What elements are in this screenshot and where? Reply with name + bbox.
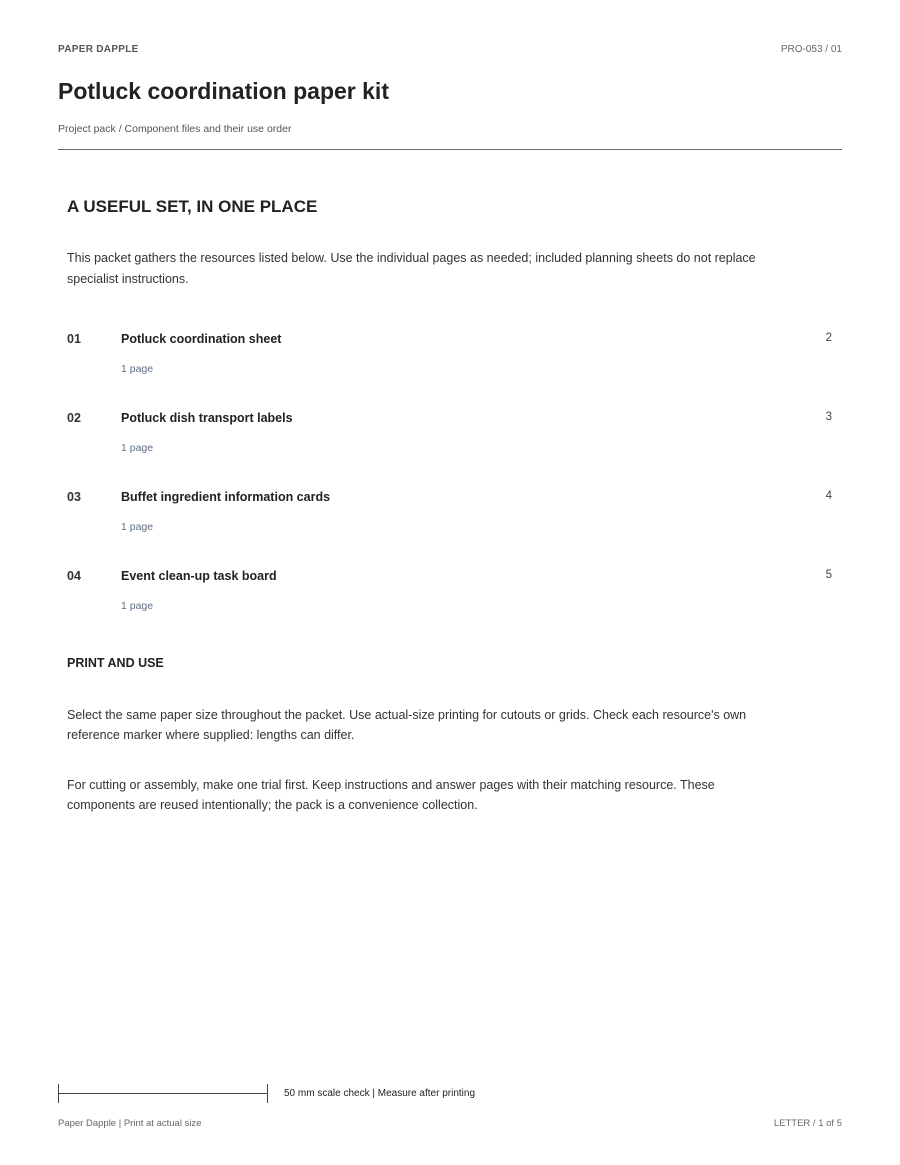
intro-paragraph: This packet gathers the resources listed below. Use the individual pages as needed; included planning sheets do not replace specialist instructions. (67, 251, 756, 286)
list-item (67, 565, 842, 644)
print-heading: PRINT AND USE (67, 656, 164, 670)
print-paragraph-2: For cutting or assembly, make one trial first. Keep instructions and answer pages with their matching resource. These components are reused intentionally; the pack is a convenience collection. (67, 778, 715, 812)
item-page-number: 5 (825, 569, 832, 581)
item-number: 01 (67, 332, 81, 346)
item-title: Potluck dish transport labels (121, 411, 293, 425)
scale-check-bar (58, 1084, 268, 1103)
page-subtitle: Project pack / Component files and their use order (58, 123, 292, 135)
footer-left: Paper Dapple | Print at actual size (58, 1118, 202, 1129)
item-number: 03 (67, 490, 81, 504)
item-page-count: 1 page (121, 363, 154, 375)
item-page-count: 1 page (121, 600, 154, 612)
item-page-number: 3 (825, 411, 832, 423)
section-heading: A USEFUL SET, IN ONE PLACE (67, 197, 318, 216)
item-number: 04 (67, 569, 81, 583)
brand-name: PAPER DAPPLE (58, 44, 139, 55)
page-title: Potluck coordination paper kit (58, 78, 389, 104)
scale-check-label: 50 mm scale check | Measure after printing (284, 1088, 476, 1099)
item-page-number: 2 (825, 332, 832, 344)
print-paragraph-1: Select the same paper size throughout the packet. Use actual-size printing for cutouts or grids. Check each resource's own reference marker where supplied: lengths can differ. (67, 708, 747, 742)
item-title: Event clean-up task board (121, 569, 277, 583)
item-page-number: 4 (825, 490, 832, 502)
item-title: Potluck coordination sheet (121, 332, 282, 346)
list-item (67, 486, 842, 565)
document-id: PRO-053 / 01 (780, 44, 842, 55)
list-item (67, 407, 842, 486)
item-title: Buffet ingredient information cards (121, 490, 331, 504)
list-item (67, 328, 842, 407)
header-divider (58, 149, 842, 150)
component-list (67, 328, 842, 644)
item-number: 02 (67, 411, 81, 425)
item-page-count: 1 page (121, 442, 154, 454)
footer-page-indicator: LETTER / 1 of 5 (773, 1118, 842, 1129)
scale-tick-right (267, 1084, 268, 1103)
item-page-count: 1 page (121, 521, 154, 533)
scale-line (58, 1093, 267, 1094)
